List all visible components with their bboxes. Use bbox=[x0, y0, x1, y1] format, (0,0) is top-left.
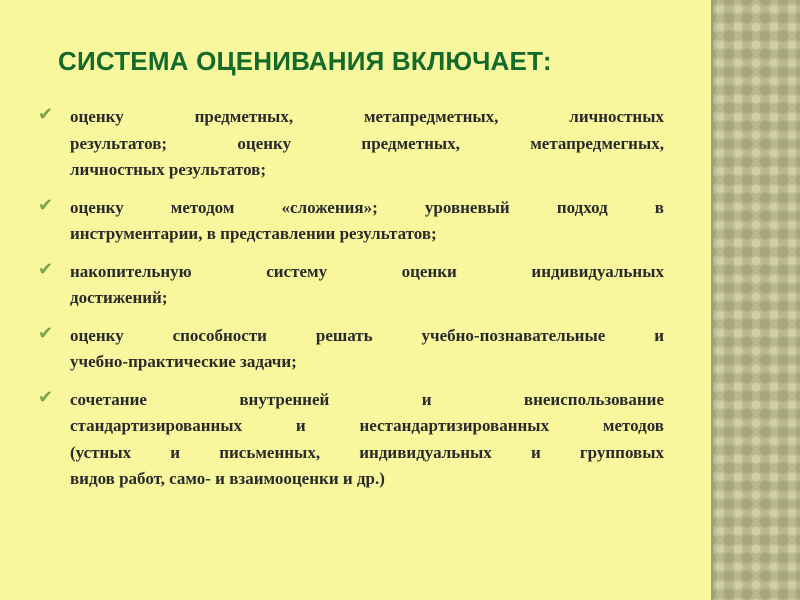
bullet-4-line-2: учебно-практические задачи; bbox=[70, 352, 297, 371]
bullet-list bbox=[38, 104, 664, 493]
bullet-3-line-2: достижений; bbox=[70, 288, 168, 307]
check-icon: ✔ bbox=[38, 258, 54, 280]
bullet-5-line-2: стандартизированных и нестандартизированных методов bbox=[70, 416, 664, 435]
bullet-1-line-3: личностных результатов; bbox=[70, 160, 267, 179]
bullet-1-line-1: оценку предметных, метапредметных, личностных bbox=[70, 107, 664, 126]
bullet-item-2 bbox=[38, 195, 664, 248]
check-icon: ✔ bbox=[38, 194, 54, 216]
slide-title: СИСТЕМА ОЦЕНИВАНИЯ ВКЛЮЧАЕТ: bbox=[58, 46, 552, 76]
bullet-3-line-1: накопительную систему оценки индивидуальных bbox=[70, 261, 664, 281]
decorative-side-pattern bbox=[711, 0, 800, 600]
bullet-5-line-4: видов работ, само- и взаимооценки и др.) bbox=[70, 469, 385, 488]
bullet-2-line-1: оценку методом «сложения»; уровневый подход в bbox=[70, 197, 664, 217]
bullet-item-4 bbox=[38, 323, 664, 376]
check-icon: ✔ bbox=[38, 104, 54, 125]
bullet-item-1 bbox=[38, 104, 664, 184]
bullet-item-3 bbox=[38, 259, 664, 312]
bullet-5-line-1: сочетание внутренней и внеиспользование bbox=[70, 389, 664, 409]
bullet-5-line-3: (устных и письменных, индивидуальных и групповых bbox=[70, 442, 664, 462]
check-icon: ✔ bbox=[38, 386, 54, 408]
check-icon: ✔ bbox=[38, 322, 54, 344]
bullet-1-line-2: результатов; оценку предметных, метапредмегных, bbox=[70, 133, 664, 153]
bullet-item-5 bbox=[38, 387, 664, 493]
bullet-2-line-2: инструментарии, в представлении результатов; bbox=[70, 224, 437, 243]
bullet-4-line-1: оценку способности решать учебно-познавательные и bbox=[70, 325, 664, 345]
